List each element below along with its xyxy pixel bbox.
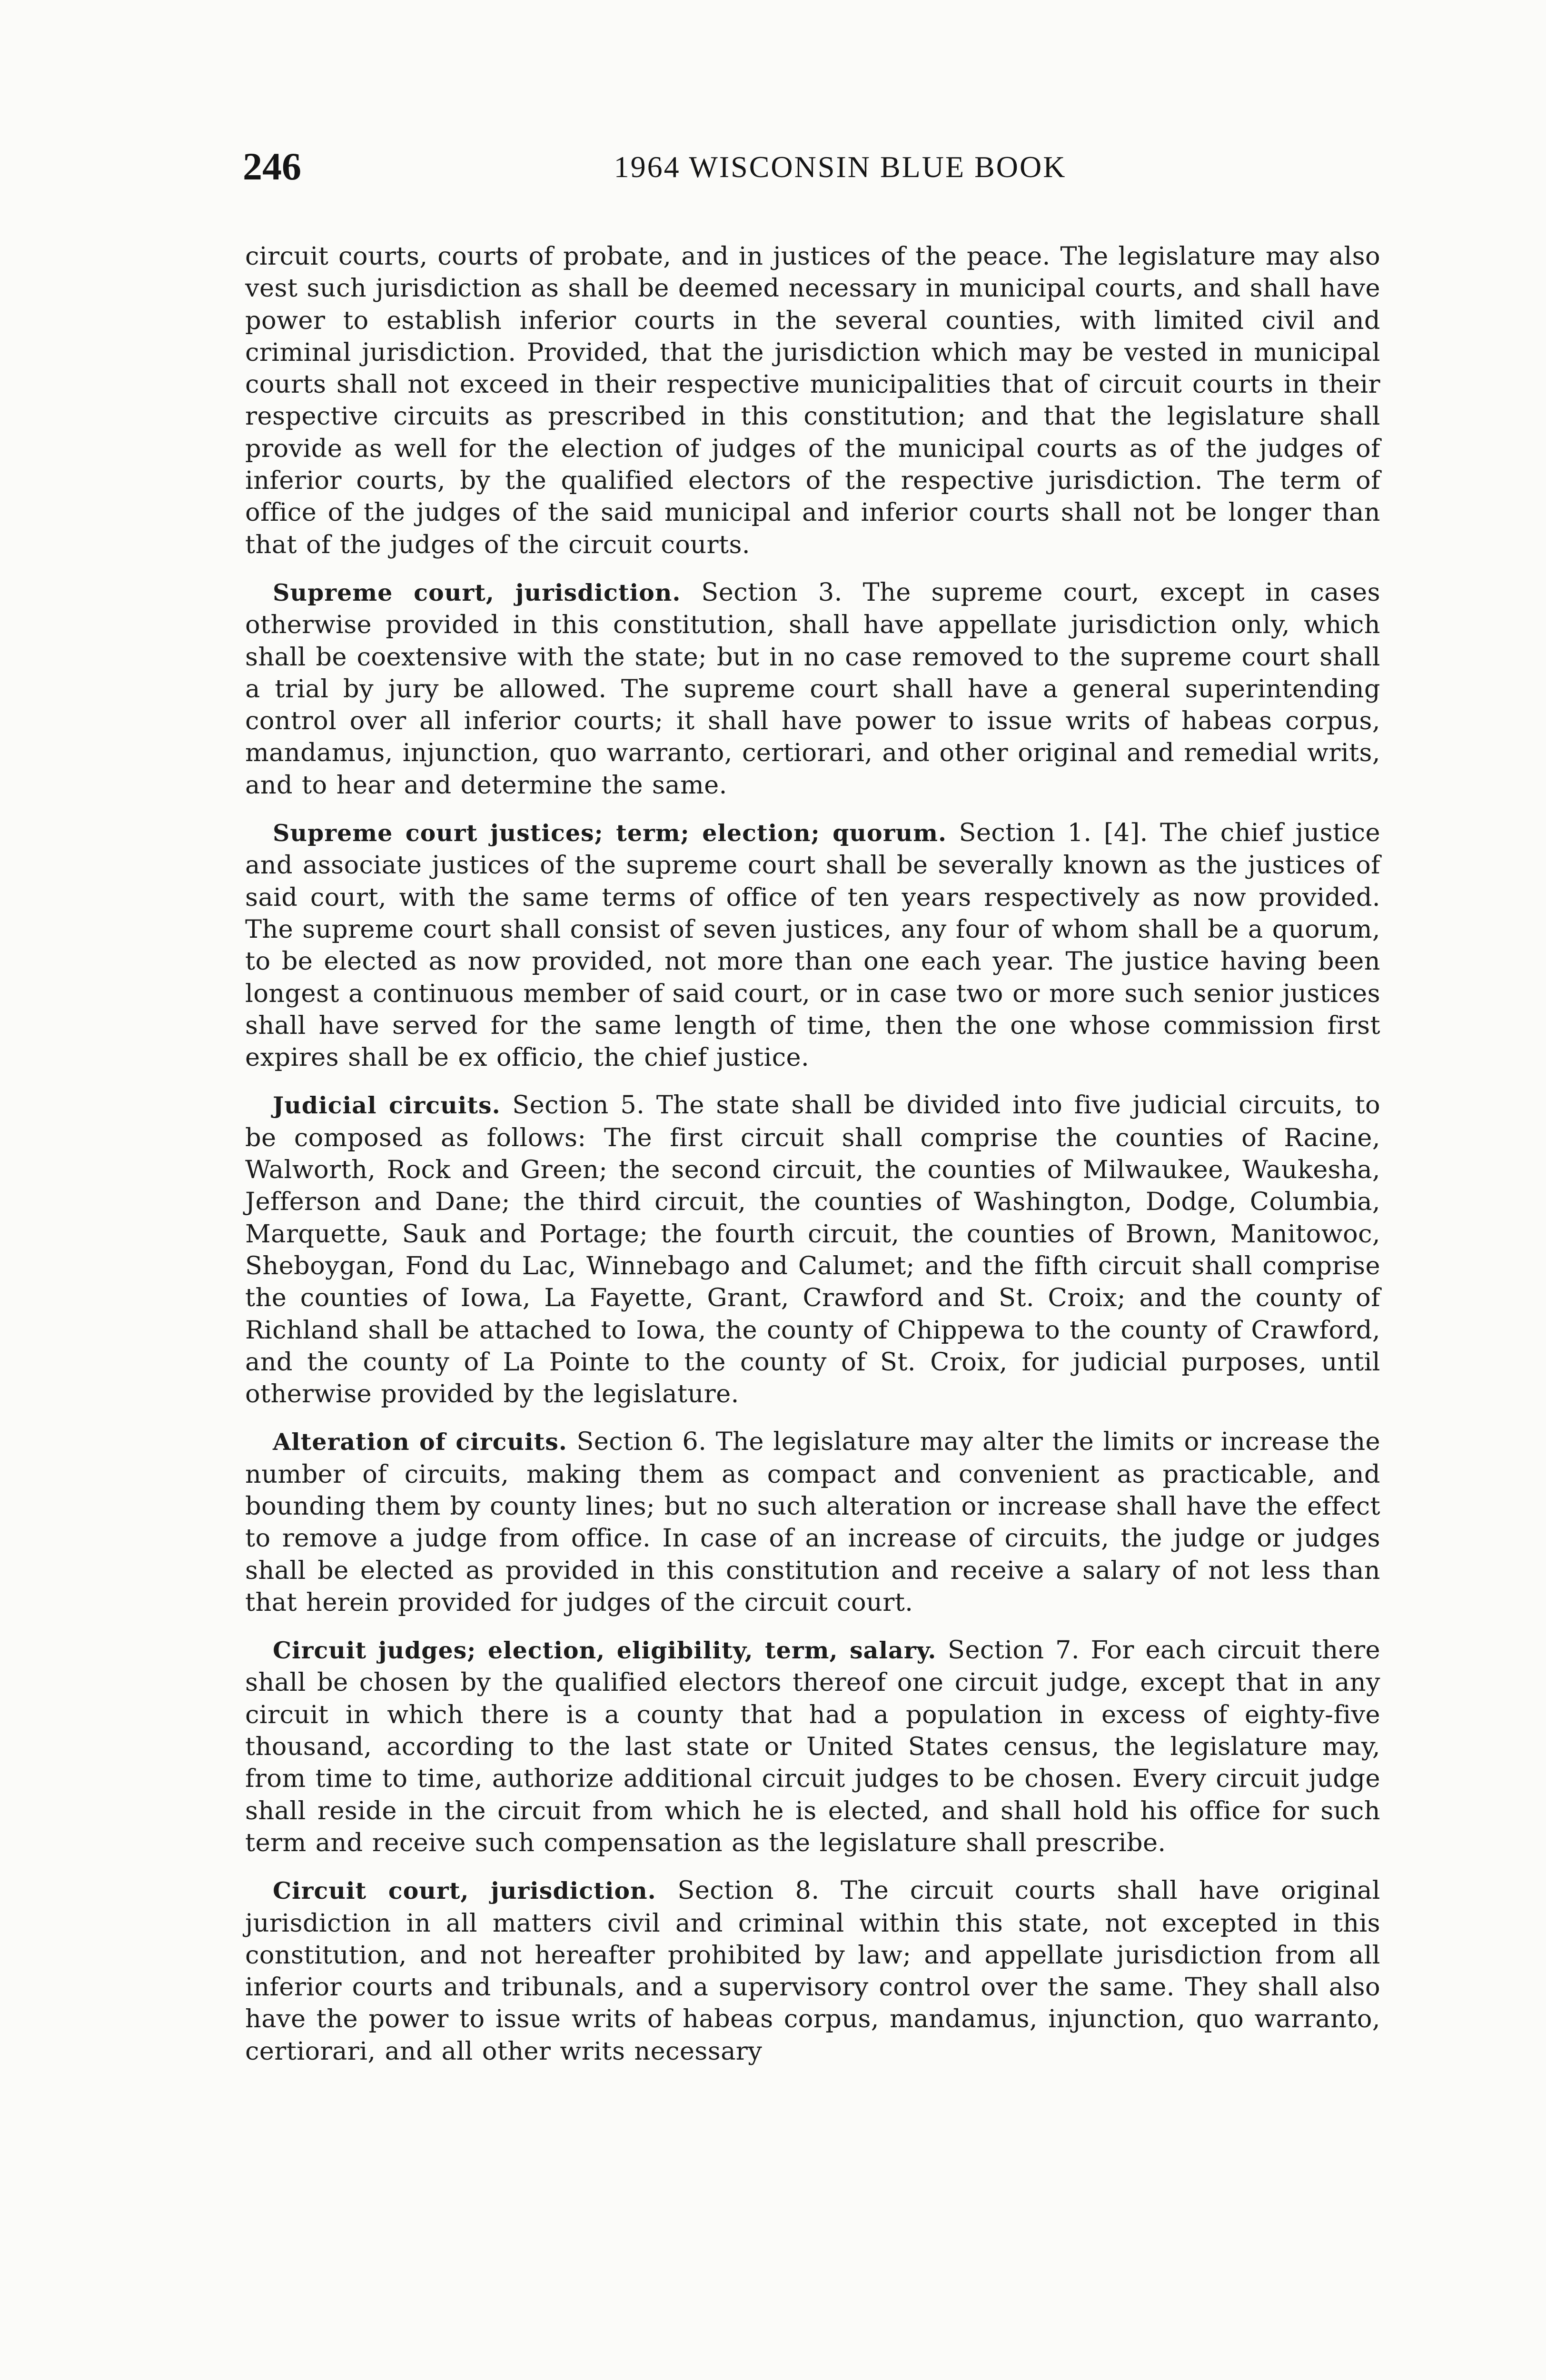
section-heading: Alteration of circuits. <box>273 1428 567 1456</box>
section-heading: Supreme court justices; term; election; quorum. <box>273 819 947 847</box>
body-text <box>245 240 1380 2083</box>
section-heading: Judicial circuits. <box>273 1091 501 1120</box>
paragraph-text: Section 3. The supreme court, except in cases otherwise provided in this constitution, shall have appellate jurisdiction only, which shall be coextensive with the state; but in no case removed to the supreme court shall a trial by jury be allowed. The supreme court shall have a general superintending control over all inferior courts; it shall have power to issue writs of habeas corpus, mandamus, injunction, quo warranto, certiorari, and other original and remedial writs, and to hear and determine the same. <box>245 577 1380 800</box>
paragraph-text: circuit courts, courts of probate, and in justices of the peace. The legislature may also vest such jurisdiction as shall be deemed necessary in municipal courts, and shall have power to establish inferior courts in the several counties, with limited civil and criminal jurisdiction. Provided, that the jurisdiction which may be vested in municipal courts shall not exceed in their respective municipalities that of circuit courts in their respective circuits as prescribed in this constitution; and that the legislature shall provide as well for the election of judges of the municipal courts as of the judges of inferior courts, by the qualified electors of the respective jurisdiction. The term of office of the judges of the said municipal and inferior courts shall not be longer than that of the judges of the circuit courts. <box>245 242 1380 559</box>
paragraph-supreme-court-justices <box>245 817 1380 1073</box>
page-header <box>243 143 1380 195</box>
paragraph-circuit-court-jurisdiction <box>245 1874 1380 2067</box>
section-heading: Supreme court, jurisdiction. <box>273 578 681 606</box>
paragraph-circuit-judges <box>245 1634 1380 1859</box>
running-head: 1964 WISCONSIN BLUE BOOK <box>614 150 1067 184</box>
section-heading: Circuit court, jurisdiction. <box>273 1877 656 1905</box>
section-heading: Circuit judges; election, eligibility, term, salary. <box>273 1636 937 1665</box>
page-number: 246 <box>243 145 301 188</box>
paragraph-text: Section 6. The legislature may alter the limits or increase the number of circuits, making them as compact and convenient as practicable, and bounding them by county lines; but no such alteration or increase shall have the effect to remove a judge from office. In case of an increase of circuits, the judge or judges shall be elected as provided in this constitution and receive a salary of not less than that herein provided for judges of the circuit court. <box>245 1427 1381 1617</box>
paragraph-text: Section 7. For each circuit there shall be chosen by the qualified electors thereof one circuit judge, except that in any circuit in which there is a county that had a population in excess of eighty-five thousand, according to the last state or United States census, the legislature may, from time to time, authorize additional circuit judges to be chosen. Every circuit judge shall reside in the circuit from which he is elected, and shall hold his office for such term and receive such compensation as the legislature shall prescribe. <box>245 1636 1380 1857</box>
paragraph-text: Section 5. The state shall be divided into five judicial circuits, to be composed as follows: The first circuit shall comprise the counties of Racine, Walworth, Rock and Green; the second circuit, the counties of Milwaukee, Waukesha, Jefferson and Dane; the third circuit, the counties of Washington, Dodge, Columbia, Marquette, Sauk and Portage; the fourth circuit, the counties of Brown, Manitowoc, Sheboygan, Fond du Lac, Winnebago and Calumet; and the fifth circuit shall comprise the counties of Iowa, La Fayette, Grant, Crawford and St. Croix; and the county of Richland shall be attached to Iowa, the county of Chippewa to the county of Crawford, and the county of La Pointe to the county of St. Croix, for judicial purposes, until otherwise provided by the legislature. <box>245 1091 1380 1409</box>
paragraph-text: Section 1. [4]. The chief justice and associate justices of the supreme court shall be severally known as the justices of said court, with the same terms of office of ten years respectively as now provided. The supreme court shall consist of seven justices, any four of whom shall be a quorum, to be elected as now provided, not more than one each year. The justice having been longest a continuous member of said court, or in case two or more such senior justices shall have served for the same length of time, then the one whose commission first expires shall be ex officio, the chief justice. <box>245 818 1380 1072</box>
paragraph-supreme-court-jurisdiction <box>245 576 1380 801</box>
paragraph-alteration-of-circuits <box>245 1426 1380 1618</box>
paragraph-text: Section 8. The circuit courts shall have original jurisdiction in all matters civil and criminal within this state, not excepted in this constitution, and not hereafter prohibited by law; and appellate jurisdiction from all inferior courts and tribunals, and a supervisory control over the same. They shall also have the power to issue writs of habeas corpus, mandamus, injunction, quo warranto, certiorari, and all other writs necessary <box>245 1876 1380 2066</box>
paragraph-continued <box>245 240 1380 561</box>
paragraph-judicial-circuits <box>245 1089 1380 1410</box>
